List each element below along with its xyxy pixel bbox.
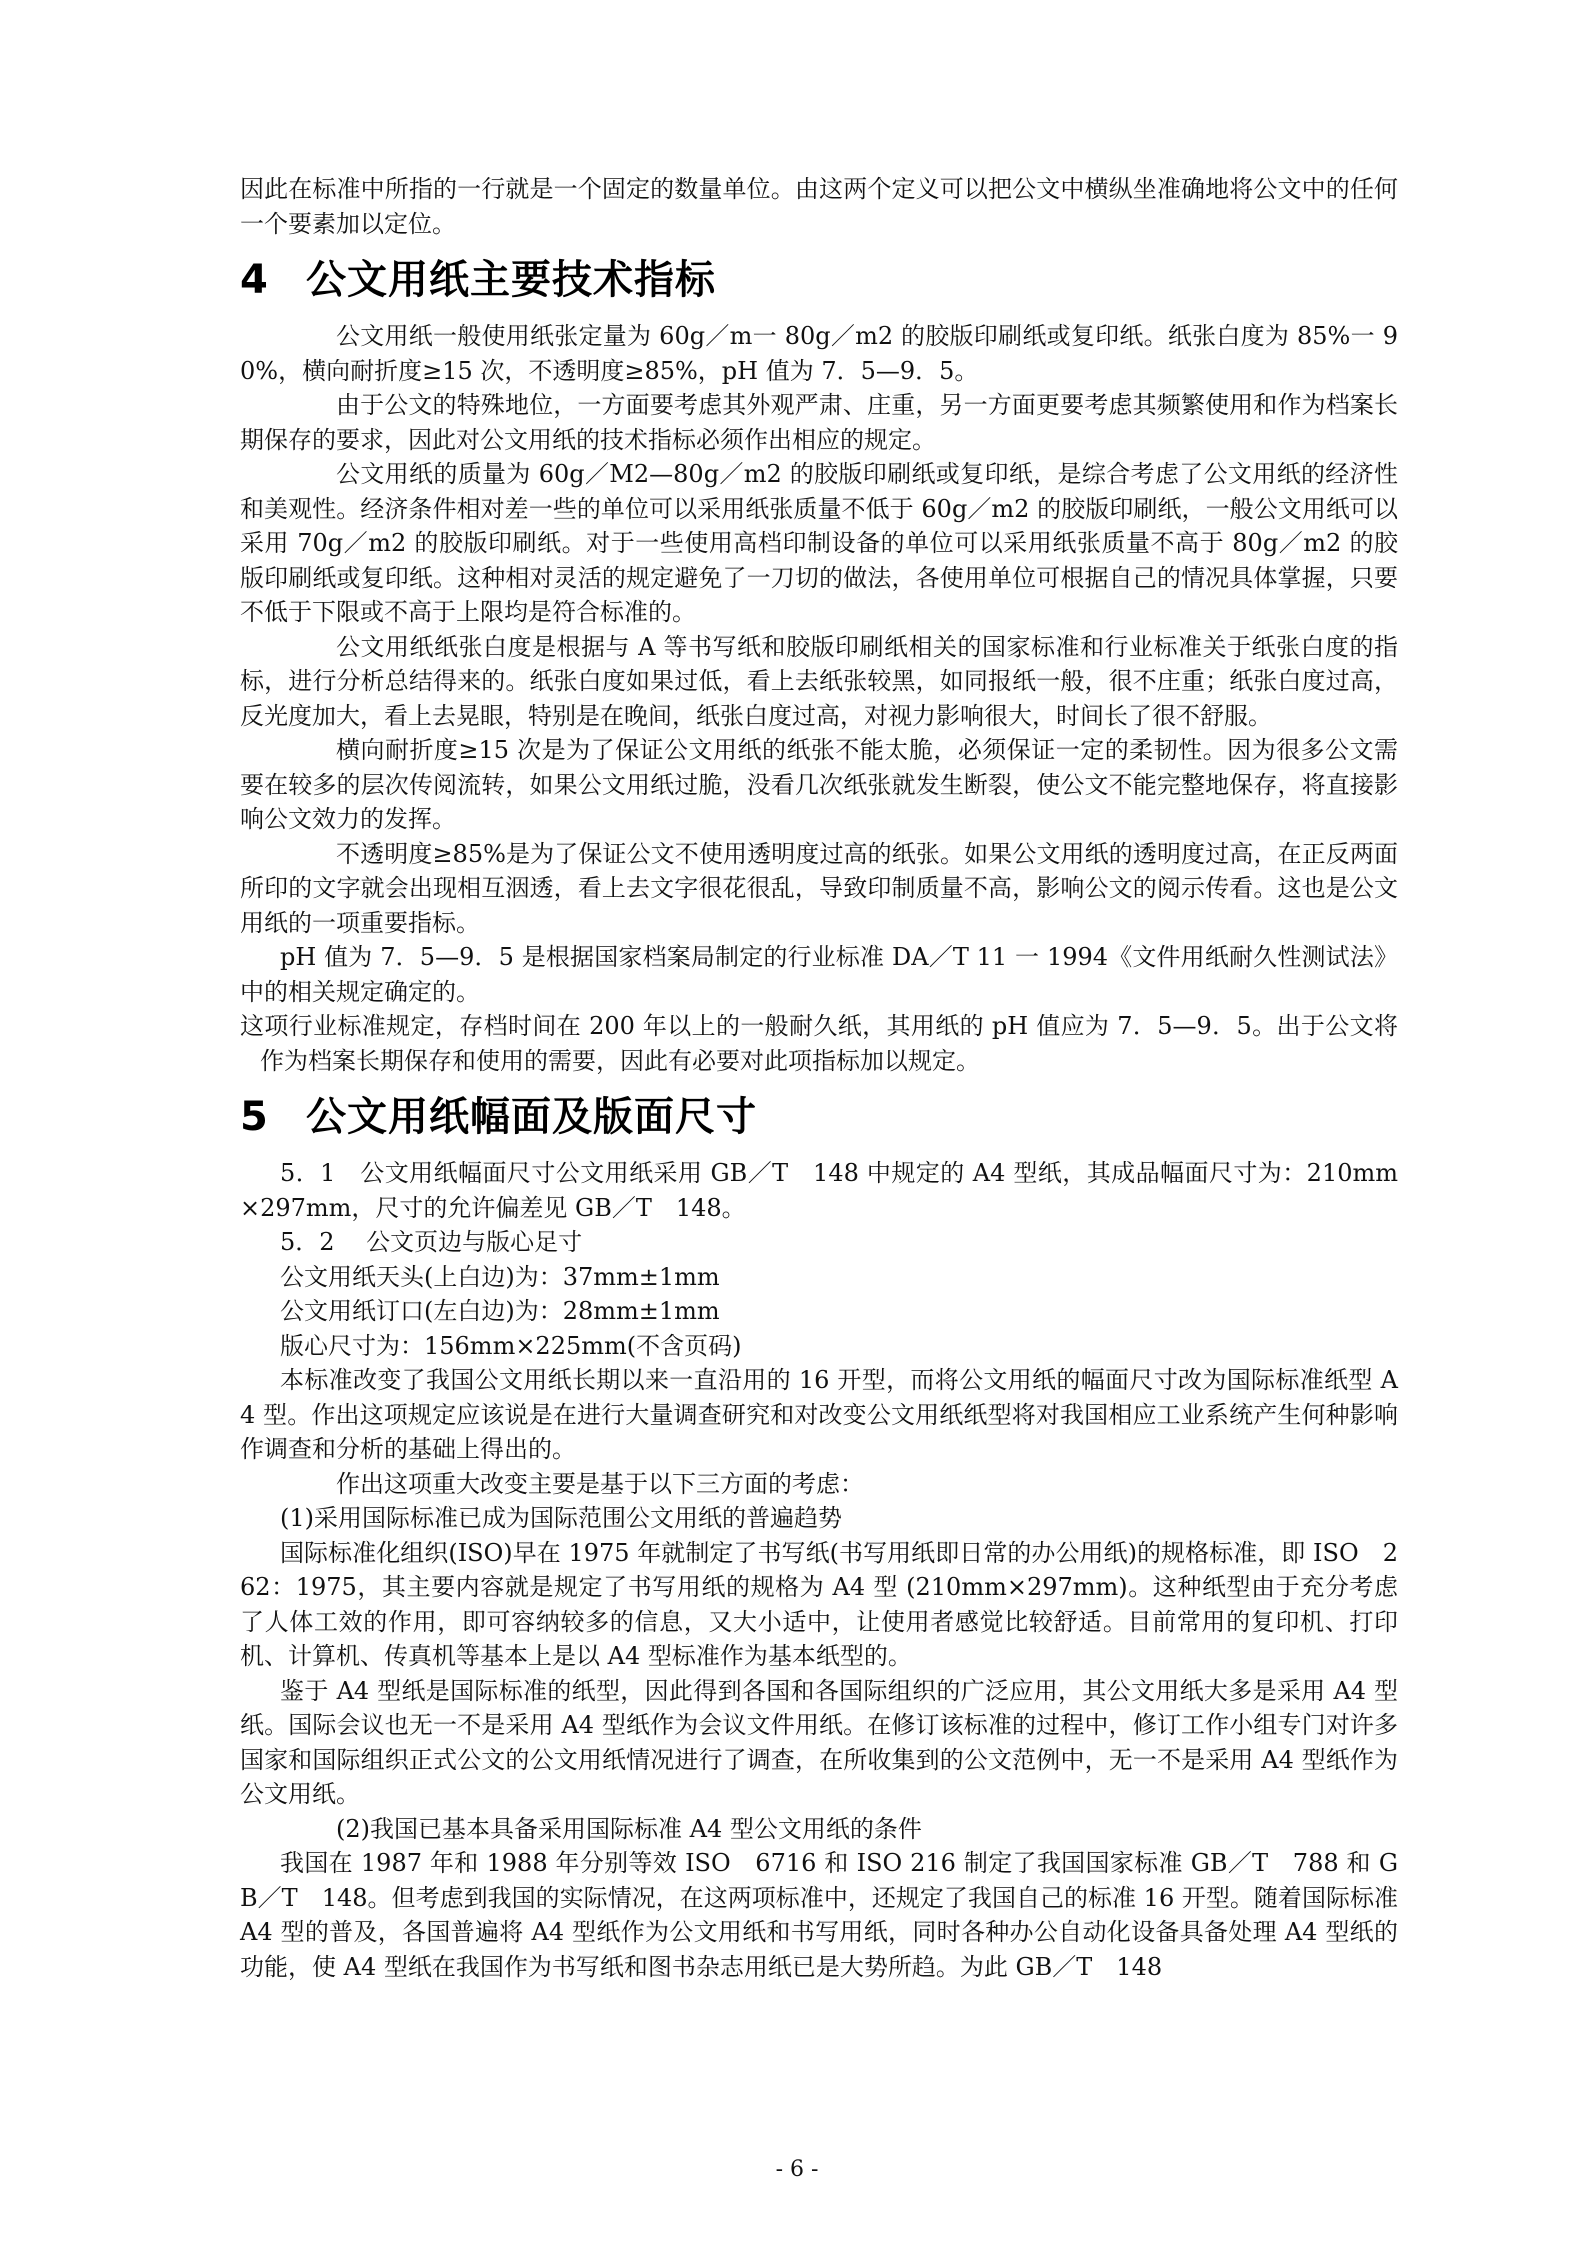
clause-5-2: 5．2 公文页边与版心足寸 [280, 1228, 583, 1256]
paragraph: 作出这项重大改变主要是基于以下三方面的考虑： [336, 1469, 864, 1498]
paragraph: 公文用纸纸张白度是根据与 A 等书写纸和胶版印刷纸相关的国家标准和行业标准关于纸张白度的指标，进行分析总结得来的。纸张白度如果过低，看上去纸张较黑，如同报纸一般，很不庄重；纸张白度过高，反光度加大，看上去晃眼，特别是在晚间，纸张白度过高，对视力影响很大，时间长了很不舒服。 [240, 632, 1398, 730]
list-item: (2)我国已基本具备采用国际标准 A4 型公文用纸的条件 [336, 1814, 922, 1843]
section-4-number: 4 [240, 257, 269, 303]
section-5-number: 5 [240, 1094, 269, 1140]
paragraph: 公文用纸一般使用纸张定量为 60g／m一 80g／m2 的胶版印刷纸或复印纸。纸张白度为 85%一 90%，横向耐折度≥15 次，不透明度≥85%，pH 值为 7．5—9．5。 [240, 322, 1398, 385]
page-content [240, 172, 1398, 1984]
paragraph: 公文用纸的质量为 60g／M2—80g／m2 的胶版印刷纸或复印纸，是综合考虑了公文用纸的经济性和美观性。经济条件相对差一些的单位可以采用纸张质量不低于 60g／m2 的胶版印刷纸，一般公文用纸可以采用 70g／m2 的胶版印刷纸。对于一些使用高档印制设备的单位可以采用纸张质量不高于 80g／m2 的胶版印刷纸或复印纸。这种相对灵活的规定避免了一刀切的做法，各使用单位可根据自己的情况具体掌握，只要不低于下限或不高于上限均是符合标准的。 [240, 460, 1398, 626]
clause-5-1: 5．1 公文用纸幅面尺寸公文用纸采用 GB／T 148 中规定的 A4 型纸，其成品幅面尺寸为：210mm×297mm，尺寸的允许偏差见 GB／T 148。 [240, 1159, 1398, 1222]
section-4-title: 公文用纸主要技术指标 [306, 257, 716, 303]
list-item: (1)采用国际标准已成为国际范围公文用纸的普遍趋势 [280, 1504, 842, 1532]
paragraph: 不透明度≥85%是为了保证公文不使用透明度过高的纸张。如果公文用纸的透明度过高，在正反两面所印的文字就会出现相互洇透，看上去文字很花很乱，导致印制质量不高，影响公文的阅示传看。这也是公文用纸的一项重要指标。 [240, 839, 1398, 937]
section-5-title: 公文用纸幅面及版面尺寸 [306, 1094, 757, 1140]
margin-left-spec: 公文用纸订口(左白边)为：28mm±1mm [280, 1297, 720, 1325]
paragraph: 由于公文的特殊地位，一方面要考虑其外观严肃、庄重，另一方面更要考虑其频繁使用和作为档案长期保存的要求，因此对公文用纸的技术指标必须作出相应的规定。 [240, 391, 1398, 454]
paragraph: 我国在 1987 年和 1988 年分别等效 ISO 6716 和 ISO 216 制定了我国国家标准 GB／T 788 和 GB／T 148。但考虑到我国的实际情况，在这两项标准中，还规定了我国自己的标准 16 开型。随着国际标准 A4 型的普及，各国普遍将 A4 型纸作为公文用纸和书写用纸，同时各种办公自动化设备具备处理 A4 型纸的功能，使 A4 型纸在我国作为书写纸和图书杂志用纸已是大势所趋。为此 GB／T 148 [240, 1849, 1398, 1981]
paragraph: pH 值为 7．5—9．5 是根据国家档案局制定的行业标准 DA／T 11 一 1994《文件用纸耐久性测试法》中的相关规定确定的。 [240, 943, 1398, 1006]
page-number: - 6 - [775, 2157, 819, 2182]
section-4-heading [240, 255, 1398, 305]
paragraph: 鉴于 A4 型纸是国际标准的纸型，因此得到各国和各国际组织的广泛应用，其公文用纸大多是采用 A4 型纸。国际会议也无一不是采用 A4 型纸作为会议文件用纸。在修订该标准的过程中，修订工作小组专门对许多国家和国际组织正式公文的公文用纸情况进行了调查，在所收集到的公文范例中，无一不是采用 A4 型纸作为公文用纸。 [240, 1676, 1398, 1808]
section-5-heading [240, 1092, 1398, 1142]
margin-top-spec: 公文用纸天头(上白边)为：37mm±1mm [280, 1262, 720, 1291]
type-area-spec: 版心尺寸为：156mm×225mm(不含页码) [280, 1331, 742, 1360]
intro-paragraph: 因此在标准中所指的一行就是一个固定的数量单位。由这两个定义可以把公文中横纵坐准确地将公文中的任何一个要素加以定位。 [240, 175, 1398, 238]
paragraph: 本标准改变了我国公文用纸长期以来一直沿用的 16 开型，而将公文用纸的幅面尺寸改为国际标准纸型 A4 型。作出这项规定应该说是在进行大量调查研究和对改变公文用纸纸型将对我国相应工业系统产生何种影响作调查和分析的基础上得出的。 [240, 1366, 1398, 1463]
paragraph: 横向耐折度≥15 次是为了保证公文用纸的纸张不能太脆，必须保证一定的柔韧性。因为很多公文需要在较多的层次传阅流转，如果公文用纸过脆，没看几次纸张就发生断裂，使公文不能完整地保存，将直接影响公文效力的发挥。 [240, 736, 1398, 833]
paragraph: 这项行业标准规定，存档时间在 200 年以上的一般耐久纸，其用纸的 pH 值应为 7．5—9．5。出于公文将作为档案长期保存和使用的需要，因此有必要对此项指标加以规定。 [240, 1012, 1398, 1075]
paragraph: 国际标准化组织(ISO)早在 1975 年就制定了书写纸(书写用纸即日常的办公用纸)的规格标准，即 ISO 262：1975，其主要内容就是规定了书写用纸的规格为 A4 型 (210mm×297mm)。这种纸型由于充分考虑了人体工效的作用，即可容纳较多的信息，又大小适中，让使用者感觉比较舒适。目前常用的复印机、打印机、计算机、传真机等基本上是以 A4 型标准作为基本纸型的。 [240, 1538, 1398, 1670]
